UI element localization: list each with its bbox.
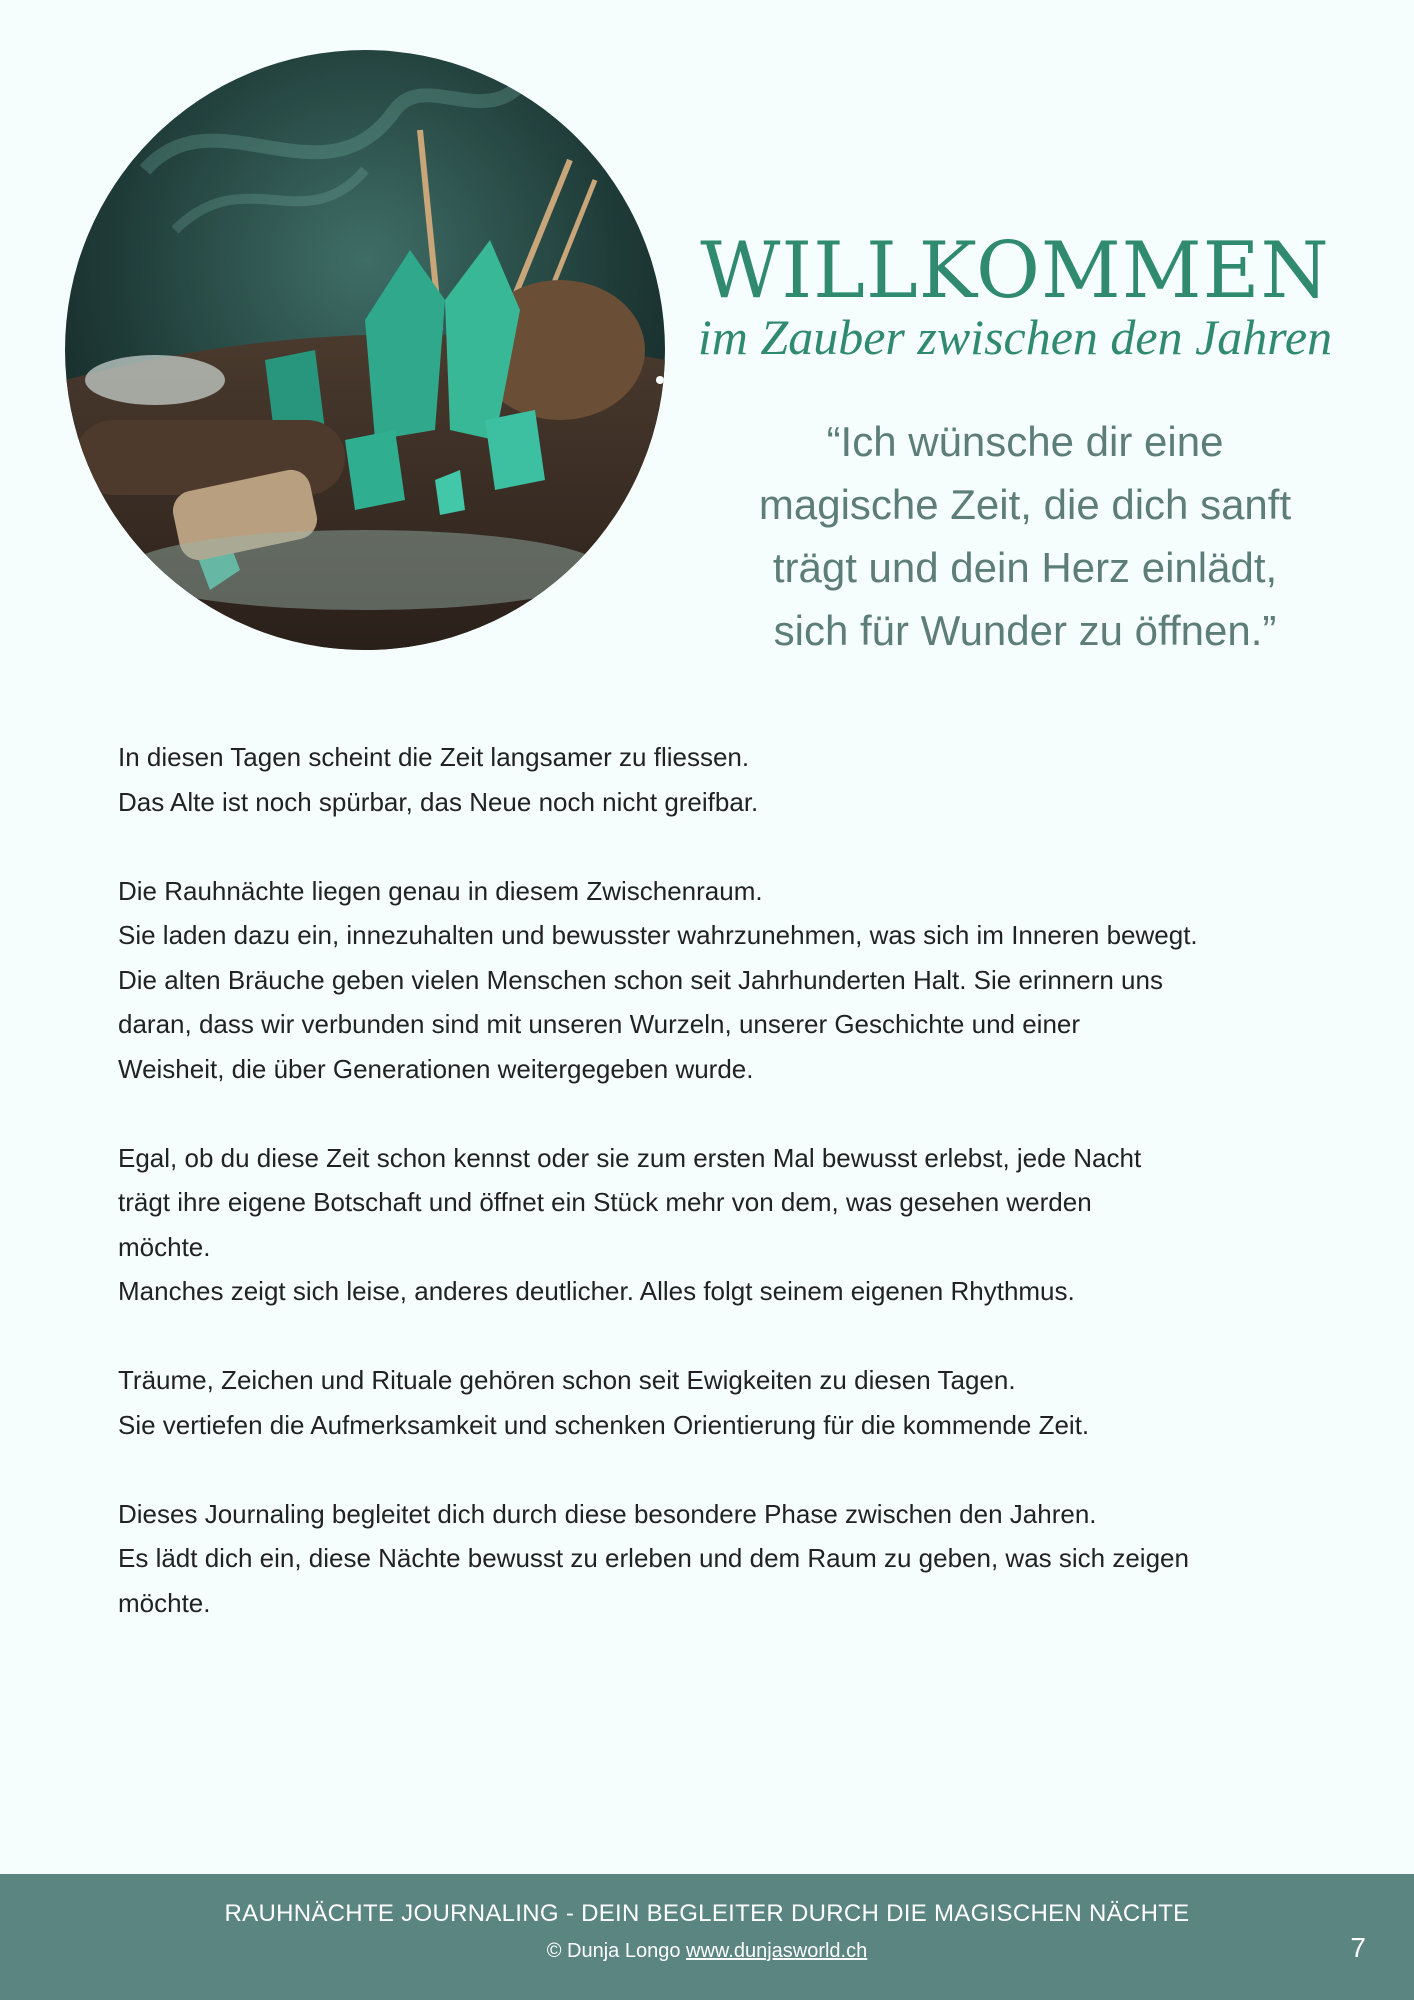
text-line: Dieses Journaling begleitet dich durch diese besondere Phase zwischen den Jahren. bbox=[118, 1498, 1097, 1529]
quote-line: trägt und dein Herz einlädt, bbox=[772, 544, 1278, 591]
copyright-text: © Dunja Longo bbox=[546, 1940, 681, 1962]
page-number: 7 bbox=[1350, 1932, 1366, 1963]
text-line: Es lädt dich ein, diese Nächte bewusst zu erleben und dem Raum zu geben, was sich zeigen bbox=[118, 1543, 1189, 1573]
body-text bbox=[118, 735, 1318, 1670]
welcome-quote bbox=[700, 410, 1350, 662]
paragraph bbox=[118, 1358, 1318, 1447]
paragraph bbox=[118, 735, 1318, 824]
text-line: daran, dass wir verbunden sind mit unseren Wurzeln, unserer Geschichte und einer bbox=[118, 1009, 1081, 1039]
text-line: Die Rauhnächte liegen genau in diesem Zwischenraum. bbox=[118, 875, 763, 906]
page-subtitle: im Zauber zwischen den Jahren bbox=[697, 309, 1333, 365]
page-title: WILLKOMMEN bbox=[700, 226, 1330, 316]
text-line: In diesen Tagen scheint die Zeit langsamer zu fliessen. bbox=[118, 742, 750, 772]
text-line: Die alten Bräuche geben vielen Menschen schon seit Jahrhunderten Halt. Sie erinnern uns bbox=[118, 964, 1163, 995]
paragraph bbox=[118, 869, 1318, 1092]
text-line: Träume, Zeichen und Rituale gehören schon seit Ewigkeiten zu diesen Tagen. bbox=[118, 1365, 1016, 1395]
text-line: trägt ihre eigene Botschaft und öffnet ein Stück mehr von dem, was gesehen werden bbox=[118, 1187, 1092, 1217]
text-line: Manches zeigt sich leise, anderes deutlicher. Alles folgt seinem eigenen Rhythmus. bbox=[118, 1276, 1075, 1306]
text-line: möchte. bbox=[118, 1587, 211, 1618]
incense-crystals-photo bbox=[65, 50, 665, 650]
footer-copyright bbox=[0, 1940, 1414, 1963]
text-line: Weisheit, die über Generationen weitergegeben wurde. bbox=[118, 1053, 754, 1084]
quote-line: sich für Wunder zu öffnen.” bbox=[773, 607, 1277, 654]
website-link[interactable]: www.dunjasworld.ch bbox=[686, 1940, 868, 1962]
footer bbox=[0, 1874, 1414, 2000]
text-line: Sie laden dazu ein, innezuhalten und bewusster wahrzunehmen, was sich im Inneren bewegt. bbox=[118, 920, 1198, 950]
quote-line: “Ich wünsche dir eine bbox=[826, 418, 1224, 465]
paragraph bbox=[118, 1136, 1318, 1314]
footer-title: RAUHNÄCHTE JOURNALING - DEIN BEGLEITER DURCH DIE MAGISCHEN NÄCHTE bbox=[224, 1900, 1190, 1927]
paragraph bbox=[118, 1492, 1318, 1626]
text-line: möchte. bbox=[118, 1231, 211, 1262]
text-line: Das Alte ist noch spürbar, das Neue noch nicht greifbar. bbox=[118, 786, 759, 817]
text-line: Egal, ob du diese Zeit schon kennst oder sie zum ersten Mal bewusst erlebst, jede Nacht bbox=[118, 1142, 1142, 1173]
quote-line: magische Zeit, die dich sanft bbox=[758, 481, 1292, 528]
text-line: Sie vertiefen die Aufmerksamkeit und schenken Orientierung für die kommende Zeit. bbox=[118, 1409, 1090, 1440]
